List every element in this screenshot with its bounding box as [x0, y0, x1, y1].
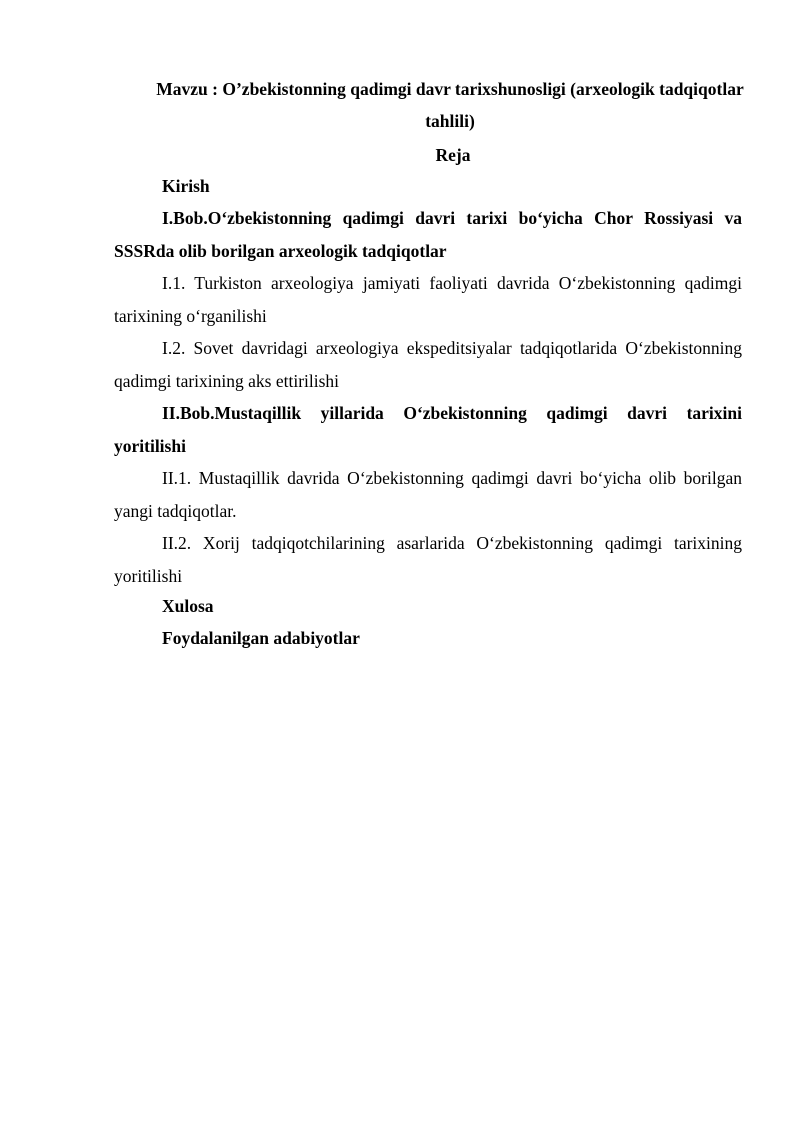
plan-item-references: Foydalanilgan adabiyotlar — [162, 628, 360, 648]
plan-item-conclusion: Xulosa — [162, 596, 214, 616]
plan-item-section-2-1: II.1. Mustaqillik davrida O‘zbekistonning qadimgi davri bo‘yicha olib borilgan yangi tadqiqotlar. — [114, 468, 742, 521]
plan-item-chapter-1: I.Bob.O‘zbekistonning qadimgi davri tarixi bo‘yicha Chor Rossiyasi va SSSRda olib borilgan arxeologik tadqiqotlar — [114, 208, 742, 261]
plan-heading: Reja — [435, 145, 471, 165]
plan-item-introduction: Kirish — [162, 176, 210, 196]
plan-item-chapter-2: II.Bob.Mustaqillik yillarida O‘zbekistonning qadimgi davri tarixini yoritilishi — [114, 403, 742, 456]
plan-item-section-1-2: I.2. Sovet davridagi arxeologiya ekspeditsiyalar tadqiqotlarida O‘zbekistonning qadimgi tarixining aks ettirilishi — [114, 338, 742, 391]
document-title: Mavzu : O’zbekistonning qadimgi davr tarixshunosligi (arxeologik tadqiqotlar tahlili) — [156, 79, 744, 131]
plan-item-section-1-1: I.1. Turkiston arxeologiya jamiyati faoliyati davrida O‘zbekistonning qadimgi tarixining o‘rganilishi — [114, 273, 742, 326]
plan-item-section-2-2: II.2. Xorij tadqiqotchilarining asarlarida O‘zbekistonning qadimgi tarixining yoritilishi — [114, 533, 742, 586]
